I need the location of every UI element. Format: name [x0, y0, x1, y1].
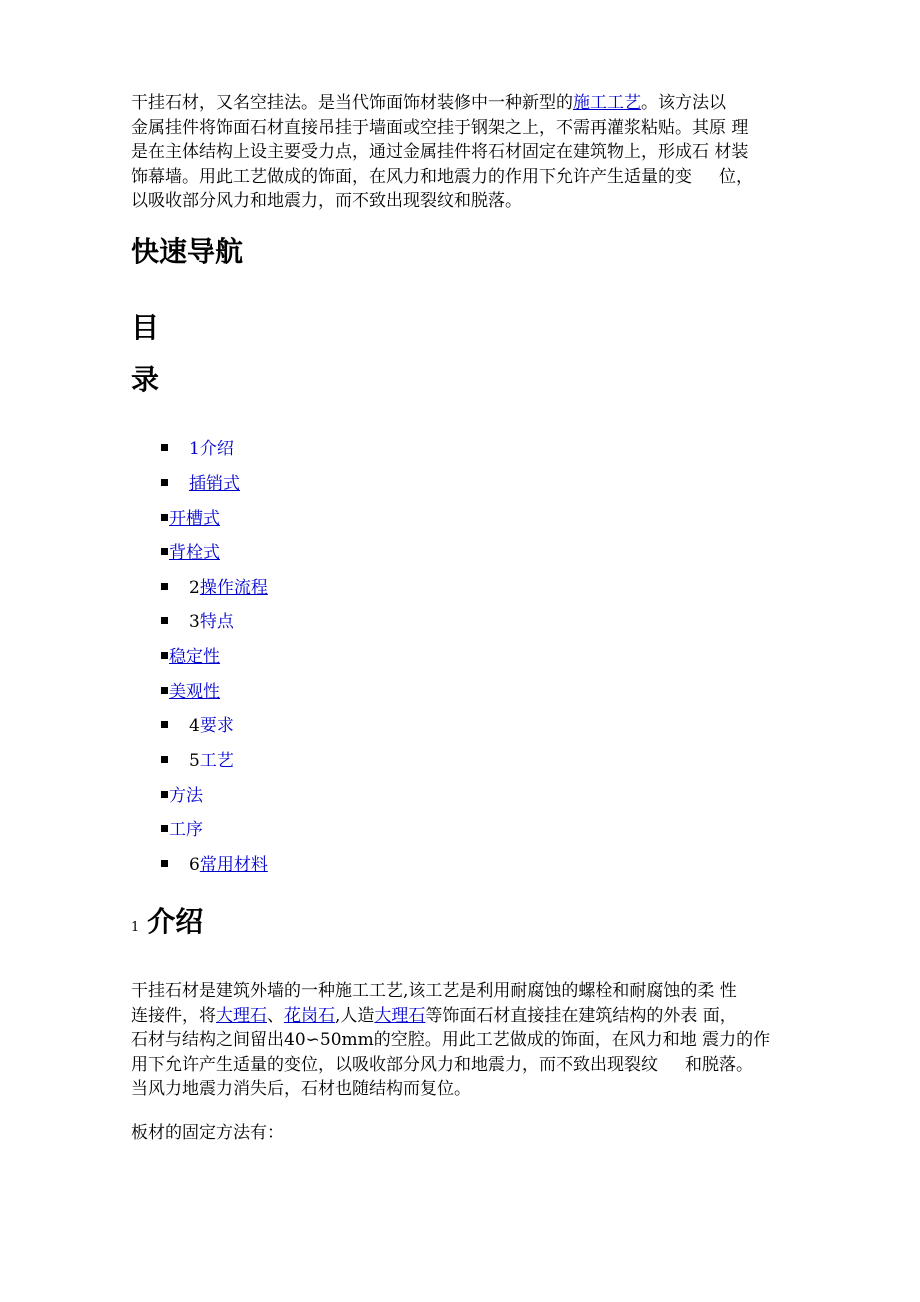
quick-nav-heading: 快速导航 — [131, 235, 244, 268]
toc-item-craft[interactable]: 5工艺 — [161, 750, 234, 772]
intro-line-4: 饰幕墙。用此工艺做成的饰面，在风力和地震力的作用下允许产生适量的变 位， — [131, 166, 754, 187]
section-1-title: 介绍 — [147, 905, 204, 938]
toc-item-introduction[interactable]: 1介绍 — [161, 438, 234, 460]
intro-line-1: 干挂石材，又名空挂法。是当代饰面饰材装修中一种新型的施工工艺。该方法以 — [131, 93, 726, 113]
intro-line-3: 是在主体结构上设主要受力点，通过金属挂件将石材固定在建筑物上，形成石 材装 — [131, 142, 749, 162]
intro-paragraph — [131, 91, 801, 214]
bullet-icon — [161, 444, 168, 451]
intro-line-2: 金属挂件将饰面石材直接吊挂于墙面或空挂于钢架之上，不需再灌浆粘贴。其原 理 — [131, 117, 749, 138]
artificial-marble-link[interactable]: 大理石 — [374, 1005, 426, 1026]
toc-item-operation-flow[interactable]: 2操作流程 — [161, 577, 268, 599]
construction-process-link[interactable]: 施工工艺 — [573, 93, 641, 113]
bullet-icon — [161, 721, 168, 728]
toc-heading-char-2: 录 — [131, 363, 160, 396]
toc-item-requirements[interactable]: 4要求 — [161, 715, 234, 737]
bullet-icon — [161, 479, 168, 486]
toc-item-procedure[interactable]: 工序 — [161, 819, 203, 841]
section-1-line-3: 石材与结构之间留出40∽50mm的空腔。用此工艺做成的饰面，在风力和地 震力的作 — [131, 1030, 771, 1050]
toc-item-stability[interactable]: 稳定性 — [161, 646, 220, 668]
marble-link[interactable]: 大理石 — [216, 1005, 267, 1026]
toc-item-pin-type[interactable]: 插销式 — [161, 473, 240, 495]
toc-item-method[interactable]: 方法 — [161, 785, 203, 807]
toc-heading-char-1: 目 — [131, 311, 160, 344]
bullet-icon — [161, 756, 168, 763]
bullet-icon — [161, 825, 168, 832]
section-1-line-1: 干挂石材是建筑外墙的一种施工工艺,该工艺是利用耐腐蚀的螺栓和耐腐蚀的柔 性 — [131, 981, 737, 1001]
intro-line-5: 以吸收部分风力和地震力，而不致出现裂纹和脱落。 — [131, 191, 522, 211]
toc-item-features[interactable]: 3特点 — [161, 611, 234, 633]
toc-item-slot-type[interactable]: 开槽式 — [161, 508, 220, 530]
toc-item-back-bolt-type[interactable]: 背栓式 — [161, 542, 220, 564]
section-1-number: 1 — [131, 920, 140, 935]
section-1-line-5: 当风力地震力消失后，石材也随结构而复位。 — [131, 1079, 471, 1099]
section-1-heading — [131, 904, 203, 946]
bullet-icon — [161, 687, 168, 694]
toc-item-aesthetics[interactable]: 美观性 — [161, 681, 220, 703]
bullet-icon — [161, 617, 168, 624]
toc-item-common-materials[interactable]: 6常用材料 — [161, 854, 268, 876]
bullet-icon — [161, 583, 168, 590]
bullet-icon — [161, 514, 168, 521]
granite-link[interactable]: 花岗石 — [284, 1005, 335, 1026]
fixing-methods-paragraph: 板材的固定方法有： — [131, 1123, 284, 1143]
bullet-icon — [161, 652, 168, 659]
bullet-icon — [161, 860, 168, 867]
section-1-paragraph — [131, 979, 801, 1102]
bullet-icon — [161, 548, 168, 555]
section-1-line-4: 用下允许产生适量的变位，以吸收部分风力和地震力，而不致出现裂纹 和脱落。 — [131, 1054, 754, 1075]
section-1-line-2: 连接件，将大理石、花岗石,人造大理石等饰面石材直接挂在建筑结构的外表 面， — [131, 1005, 737, 1026]
bullet-icon — [161, 791, 168, 798]
